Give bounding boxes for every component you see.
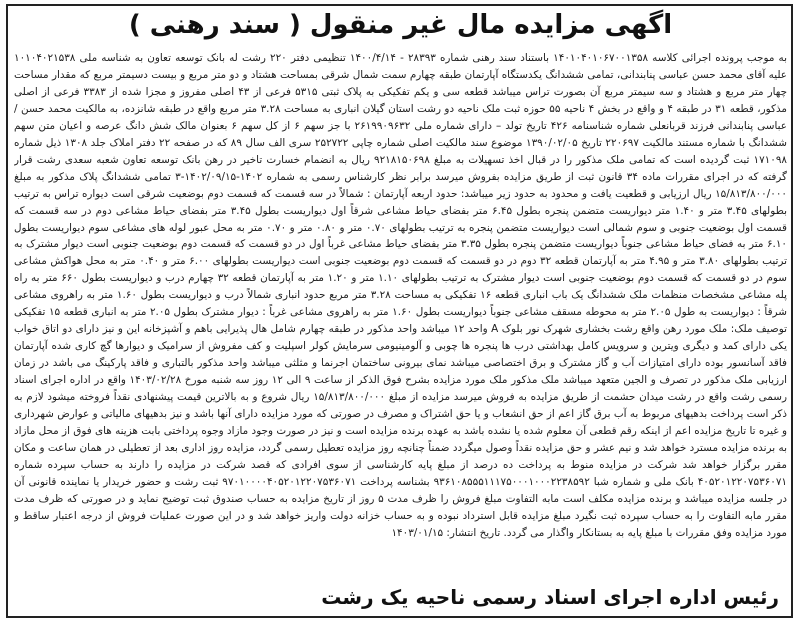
notice-body: به موجب پرونده اجرائی کلاسه ۱۴۰۱۰۴۰۱۰۶۷۰۰۱۳۵۸ باستناد سند رهنی شماره ۲۸۳۹۳ - ۱۴۰۰/۴/۱۴ تنظیمی دفتر ۲۲۰ رشت له بانک توسعه تعاون به شناسه ملی ۱۰۱۰۴۰۲۱۵۳۸ علیه آقای محمد حسن عباسی پنابندانی، تمامی ششدانگ یکدستگاه آپارتمان طبقه چهارم سمت شمال شرقی بمساحت هشتاد و دو متر مربع و بیست دسیمتر مربع که مقدار مساحت چهار متر مربع و هشتاد و سه سیمتر مربع آن بصورت تراس میباشد قطعه سی و یکم تفکیکی به پلاک ثبتی ۵۳۱۵ فرعی از ۴۳ اصلی مفروز و مجزا شده از ۳۳۸۳ فرعی از اصلی مذکور، قطعه ۳۱ در طبقه ۴ و واقع در بخش ۴ ناحیه ۵۵ حوزه ثبت ملک ناحیه دو رشت استان گیلان انباری به مساحت ۳.۲۸ متر مربع واقع در طبقه شانزده، به مالکیت محمد حسن / عباسی پنابندانی فرزند قربانعلی شماره شناسنامه ۴۲۶ تاریخ تولد – دارای شماره ملی ۲۶۱۹۹۰۹۶۳۲ با جز سهم ۶ از کل سهم ۶ بعنوان مالک شش دانگ عرصه و اعیان متن سهم ششدانگ با شماره مستند مالکیت ۲۲۰۶۹۷ تاریخ ۱۳۹۰/۰۲/۰۵ موضوع سند مالکیت اصلی شماره چاپی ۲۵۲۷۲۲ سری الف سال ۸۹ که در صفحه ۲۲ دفتر املاک جلد ۱۳۰۸ ذیل شماره ۱۷۱۰۹۸ ثبت گردیده است که تمامی ملک مذکور را در قبال اخذ تسهیلات به مبلغ ۹۲۱۸۱۵۰۶۹۸ ریال به انضمام خسارت تاخیر در رهن بانک توسعه تعاون شعبه سعدی رشت قرار گرفته که در اجرای مقررات ماده ۳۴ قانون ثبت از طریق مزایده بفروش میرسد برابر نظر کارشناس رسمی به شماره ۱۴۰۲-۱۴۰۲/۰۹/۱۵-۳ تمامی ششدانگ پلاک مذکور به مبلغ ۱۵/۸۱۳/۸۰۰/۰۰۰ ریال ارزیابی و قطعیت یافت و محدود به حدود زیر میباشد: حدود اربعه آپارتمان : شمالاً در سه قسمت که قسمت دوم بوضعیت شرقی است دیواره تراس به ترتیب بطولهای ۳.۴۵ متر و ۱.۴۰ متر دیواریست متضمن پنجره بطول ۶.۴۵ متر بفضای حیاط مشاعی شرقاً اول دیواریست بطول ۳.۴۵ متر بفضای حیاط مشاعی دوم در سه قسمت که قسمت اول بوضعیت جنوبی و سوم شمالی است دیواریست متضمن پنجره به ترتیب بطولهای ۰.۷۰ متر و ۰.۸۰ متر و ۰.۷۰ متر به محل عبور لوله های مشاعی سوم دیواریست بطول ۶.۱۰ متر به فضای حیاط مشاعی جنوباً دیواریست متضمن پنجره بطول ۳.۳۵ متر بفضای حیاط مشاعی غرباً اول در دو قسمت که قسمت دوم بوضعیت جنوبی است دیوار مشترک به ترتیب بطولهای ۳.۸۰ متر و ۴.۹۵ متر به آپارتمان قطعه ۳۲ دوم در دو قسمت که قسمت دوم بوضعیت جنوبی است دیواریست بطولهای ۶.۰۰ متر و ۰.۴۰ متر به محل هواکش مشاعی سوم در دو قسمت که قسمت دوم بوضعیت جنوبی است دیوار مشترک به ترتیب بطولهای ۱.۱۰ متر و ۱.۲۰ متر به آپارتمان قطعه ۳۲ چهارم درب و دیواریست بطول ۶۶۰ متر به راه پله مشاعی مشخصات منظمات ملک ششدانگ یک باب انباری قطعه ۱۶ تفکیکی به مساحت ۳.۲۸ متر مربع حدود انباری شمالاً درب و دیواریست بطول ۱.۶۰ متر به راهروی مشاعی شرقاً : دیواریست به طول ۲.۰۵ متر به محوطه مسقف مشاعی جنوباً دیواریست بطول ۱.۶۰ متر به راهروی مشاعی غرباً : دیوار مشترک بطول ۲.۰۵ متر به انباری قطعه ۱۵ تفکیکی توصیف ملک: ملک مورد رهن واقع رشت بخشاری شهرک نور بلوک A واحد ۱۲ میباشد واحد مذکور در طبقه چهارم شامل هال پذیرایی باهم و آشپزخانه این و نیز دارای دو اتاق خواب یکی دارای کمد و دیگری ویترین و سرویس کامل بهداشتی درب ها پنجره ها چوبی و آلومینیومی سرمایش کولر اسپلیت و کف مفروش از سرامیک و دیوارها گچ کاری شده آپارتمان فاقد آسانسور بوده دارای امتیازات آب و گاز مشترک و برق اختصاصی میباشد نمای بیرونی ساختمان اجرنما و مثلثی میباشد واحد مذکور بالتباری و فاقد پارکینگ می باشد در زمان ارزیابی ملک مذکور در تصرف و الجین متعهد میباشد ملک مذکور ملک مورد مزایده بشرح فوق الذکر از ساعت ۹ الی ۱۲ روز سه شنبه مورخ ۱۴۰۳/۰۲/۲۸ واقع در اداره اجرای اسناد رسمی رشت واقع در رشت میدان حشمت از طریق مزایده به فروش میرسد مزایده از مبلغ ۱۵/۸۱۳/۸۰۰/۰۰۰ ریال شروع و به بالاترین قیمت پیشنهادی نقداً فروخته میشود لازم به ذکر است پرداخت بدهیهای مربوط به آب برق گاز اعم از حق انشعاب و یا حق اشتراک و مصرف در صورتی که مورد مزایده دارای آنها باشد و نیز بدهیهای مالیاتی و عوارض شهرداری و غیره تا تاریخ مزایده اعم از اینکه رقم قطعی آن معلوم شده یا نشده باشد به عهده برنده مزایده است و نیز در صورت وجود مازاد وجوه پرداختی بابت هزینه های فوق از محل مازاد به برنده مزایده مسترد خواهد شد و نیم عشر و حق مزایده نقداً وصول میگردد ضمناً چنانچه روز مزایده تعطیل رسمی گردد، مزایده روز اداری بعد از تعطیلی در همان ساعت و مکان مقرر برگزار خواهد شد شرکت در مزایده منوط به پرداخت ده درصد از مبلغ پایه کارشناسی از سوی افرادی که قصد شرکت در مزایده را دارند به حساب سپرده شماره ۴۰۵۲۰۱۲۲۰۷۵۳۶۰۷۱ بانک ملی و شماره شبا ۹۳۶۱۰۸۵۵۵۱۱۱۷۵۰۰۰۱۰۰۰۲۲۳۸۵۹۲ بشناسه پرداخت ۹۷۰۱۰۰۰۰۴۰۵۲۰۱۲۲۰۷۵۳۶۰۷۱ ثبت رشت و حضور خریدار یا نماینده قانونی آن در جلسه مزایده میباشد و برنده مزایده مکلف است مابه التفاوت مبلغ فروش را ظرف مدت ۵ روز از تاریخ مزایده به حساب صندوق ثبت توضیح نماید و در صورتی که ظرف مدت مقرر مابه التفاوت را به حساب سپرده ثبت نگیرد مبلغ مزایده قابل استرداد نبوده و به حساب خزانه دولت واریز خواهد شد و در این صورت عملیات فروش از درجه اعتبار ساقط و مورد مزایده وفق مقررات با مبلغ پایه به بستانکار واگذار می گردد. تاریخ انتشار: ۱۴۰۳/۰۱/۱۵	[14, 52, 787, 539]
notice-title: اگهی مزایده مال غیر منقول ( سند رهنی )	[128, 10, 673, 40]
notice-signature: رئیس اداره اجرای اسناد رسمی ناحیه یک رشت	[321, 585, 779, 609]
